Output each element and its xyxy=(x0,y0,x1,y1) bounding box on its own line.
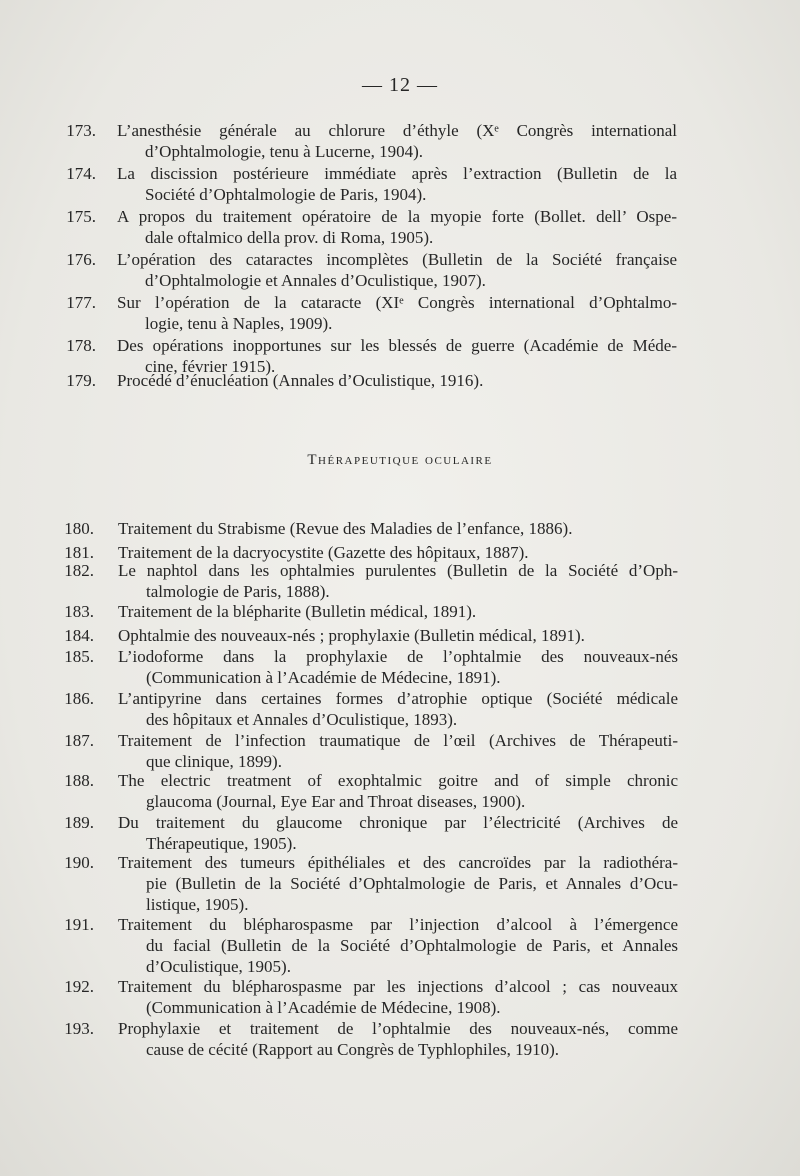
entry-number: 192. xyxy=(64,977,94,996)
entry-line: Prophylaxie et traitement de l’ophtalmie des nouveaux-nés, comme xyxy=(118,1019,678,1038)
entry-number: 190. xyxy=(64,853,94,872)
entry-number: 181. xyxy=(64,543,94,562)
entry-line: L’opération des cataractes incomplètes (Bulletin de la Société française xyxy=(117,250,677,269)
entry-number: 193. xyxy=(64,1019,94,1038)
entry-line: dale oftalmico della prov. di Roma, 1905). xyxy=(145,228,434,247)
entry-line: du facial (Bulletin de la Société d’Ophtalmologie de Paris, et Annales xyxy=(146,936,678,955)
entry-number: 178. xyxy=(66,336,96,355)
entry-text xyxy=(118,914,678,977)
entry-number: 175. xyxy=(66,207,96,226)
entry-line: L’anesthésie générale au chlorure d’éthyle (Xᵉ Congrès international xyxy=(117,121,677,140)
entry-line: que clinique, 1899). xyxy=(146,752,282,771)
entry-number: 189. xyxy=(64,813,94,832)
entry-line: Ophtalmie des nouveaux-nés ; prophylaxie (Bulletin médical, 1891). xyxy=(118,626,585,645)
entry-text xyxy=(117,370,677,391)
entry-text xyxy=(118,646,678,688)
entry-text xyxy=(118,518,678,539)
entry-number: 187. xyxy=(64,731,94,750)
entry-number: 186. xyxy=(64,689,94,708)
entry-line: Sur l’opération de la cataracte (XIᵉ Congrès international d’Ophtalmo- xyxy=(117,293,677,312)
entry-text xyxy=(118,601,678,622)
entry-line: Le naphtol dans les ophtalmies purulentes (Bulletin de la Société d’Oph- xyxy=(118,561,678,580)
entry-text xyxy=(117,120,677,162)
entry-line: Traitement de la dacryocystite (Gazette des hôpitaux, 1887). xyxy=(118,543,529,562)
entry-line: Thérapeutique, 1905). xyxy=(146,834,297,853)
entry-text xyxy=(118,812,678,854)
entry-number: 179. xyxy=(66,371,96,390)
entry-line: d’Oculistique, 1905). xyxy=(146,957,291,976)
entry-number: 174. xyxy=(66,164,96,183)
entry-line: pie (Bulletin de la Société d’Ophtalmologie de Paris, et Annales d’Ocu- xyxy=(146,874,678,893)
entry-line: Traitement de l’infection traumatique de l’œil (Archives de Thérapeuti- xyxy=(118,731,678,750)
entry-line: Traitement de la blépharite (Bulletin médical, 1891). xyxy=(118,602,477,621)
entry-text xyxy=(118,730,678,772)
entry-line: (Communication à l’Académie de Médecine, 1891). xyxy=(146,668,501,687)
entry-number: 184. xyxy=(64,626,94,645)
entry-line: Du traitement du glaucome chronique par l’électricité (Archives de xyxy=(118,813,678,832)
entry-number: 191. xyxy=(64,915,94,934)
entry-line: des hôpitaux et Annales d’Oculistique, 1893). xyxy=(146,710,458,729)
entry-line: cause de cécité (Rapport au Congrès de Typhlophiles, 1910). xyxy=(146,1040,559,1059)
entry-line: d’Ophtalmologie, tenu à Lucerne, 1904). xyxy=(145,142,424,161)
entry-line: Procédé d’énucléation (Annales d’Oculistique, 1916). xyxy=(117,371,484,390)
entry-line: talmologie de Paris, 1888). xyxy=(146,582,330,601)
entry-line: L’antipyrine dans certaines formes d’atrophie optique (Société médicale xyxy=(118,689,678,708)
entry-text xyxy=(118,770,678,812)
entry-line: Traitement du blépharospasme par l’injection d’alcool à l’émergence xyxy=(118,915,678,934)
entry-line: d’Ophtalmologie et Annales d’Oculistique, 1907). xyxy=(145,271,486,290)
entry-number: 183. xyxy=(64,602,94,621)
entry-line: (Communication à l’Académie de Médecine, 1908). xyxy=(146,998,501,1017)
entry-line: Traitement du blépharospasme par les injections d’alcool ; cas nouveaux xyxy=(118,977,678,996)
entry-text xyxy=(118,976,678,1018)
section-heading: Thérapeutique oculaire xyxy=(307,452,493,468)
entry-line: glaucoma (Journal, Eye Ear and Throat diseases, 1900). xyxy=(146,792,526,811)
entry-number: 177. xyxy=(66,293,96,312)
entry-text xyxy=(117,163,677,205)
entry-number: 182. xyxy=(64,561,94,580)
entry-text xyxy=(117,206,677,248)
entry-line: The electric treatment of exophtalmic goitre and of simple chronic xyxy=(118,771,678,790)
entry-number: 185. xyxy=(64,647,94,666)
entry-line: logie, tenu à Naples, 1909). xyxy=(145,314,333,333)
entry-text xyxy=(118,852,678,915)
entry-line: Des opérations inopportunes sur les blessés de guerre (Académie de Méde- xyxy=(117,336,677,355)
entry-text xyxy=(117,292,677,334)
entry-number: 188. xyxy=(64,771,94,790)
entry-line: A propos du traitement opératoire de la myopie forte (Bollet. dell’ Ospe- xyxy=(117,207,677,226)
entry-text xyxy=(118,1018,678,1060)
entry-line: Traitement des tumeurs épithéliales et des cancroïdes par la radiothéra- xyxy=(118,853,678,872)
entry-line: L’iodoforme dans la prophylaxie de l’ophtalmie des nouveaux-nés xyxy=(118,647,678,666)
entry-number: 173. xyxy=(66,121,96,140)
page-number: — 12 — xyxy=(362,74,438,96)
entry-text xyxy=(118,625,678,646)
entry-line: cine, février 1915). xyxy=(145,357,276,376)
entry-line: listique, 1905). xyxy=(146,895,249,914)
entry-line: Traitement du Strabisme (Revue des Maladies de l’enfance, 1886). xyxy=(118,519,573,538)
entry-text xyxy=(117,249,677,291)
entry-text xyxy=(118,688,678,730)
entry-line: La discission postérieure immédiate après l’extraction (Bulletin de la xyxy=(117,164,677,183)
entry-text xyxy=(118,560,678,602)
entry-line: Société d’Ophtalmologie de Paris, 1904). xyxy=(145,185,427,204)
entry-number: 176. xyxy=(66,250,96,269)
entry-number: 180. xyxy=(64,519,94,538)
